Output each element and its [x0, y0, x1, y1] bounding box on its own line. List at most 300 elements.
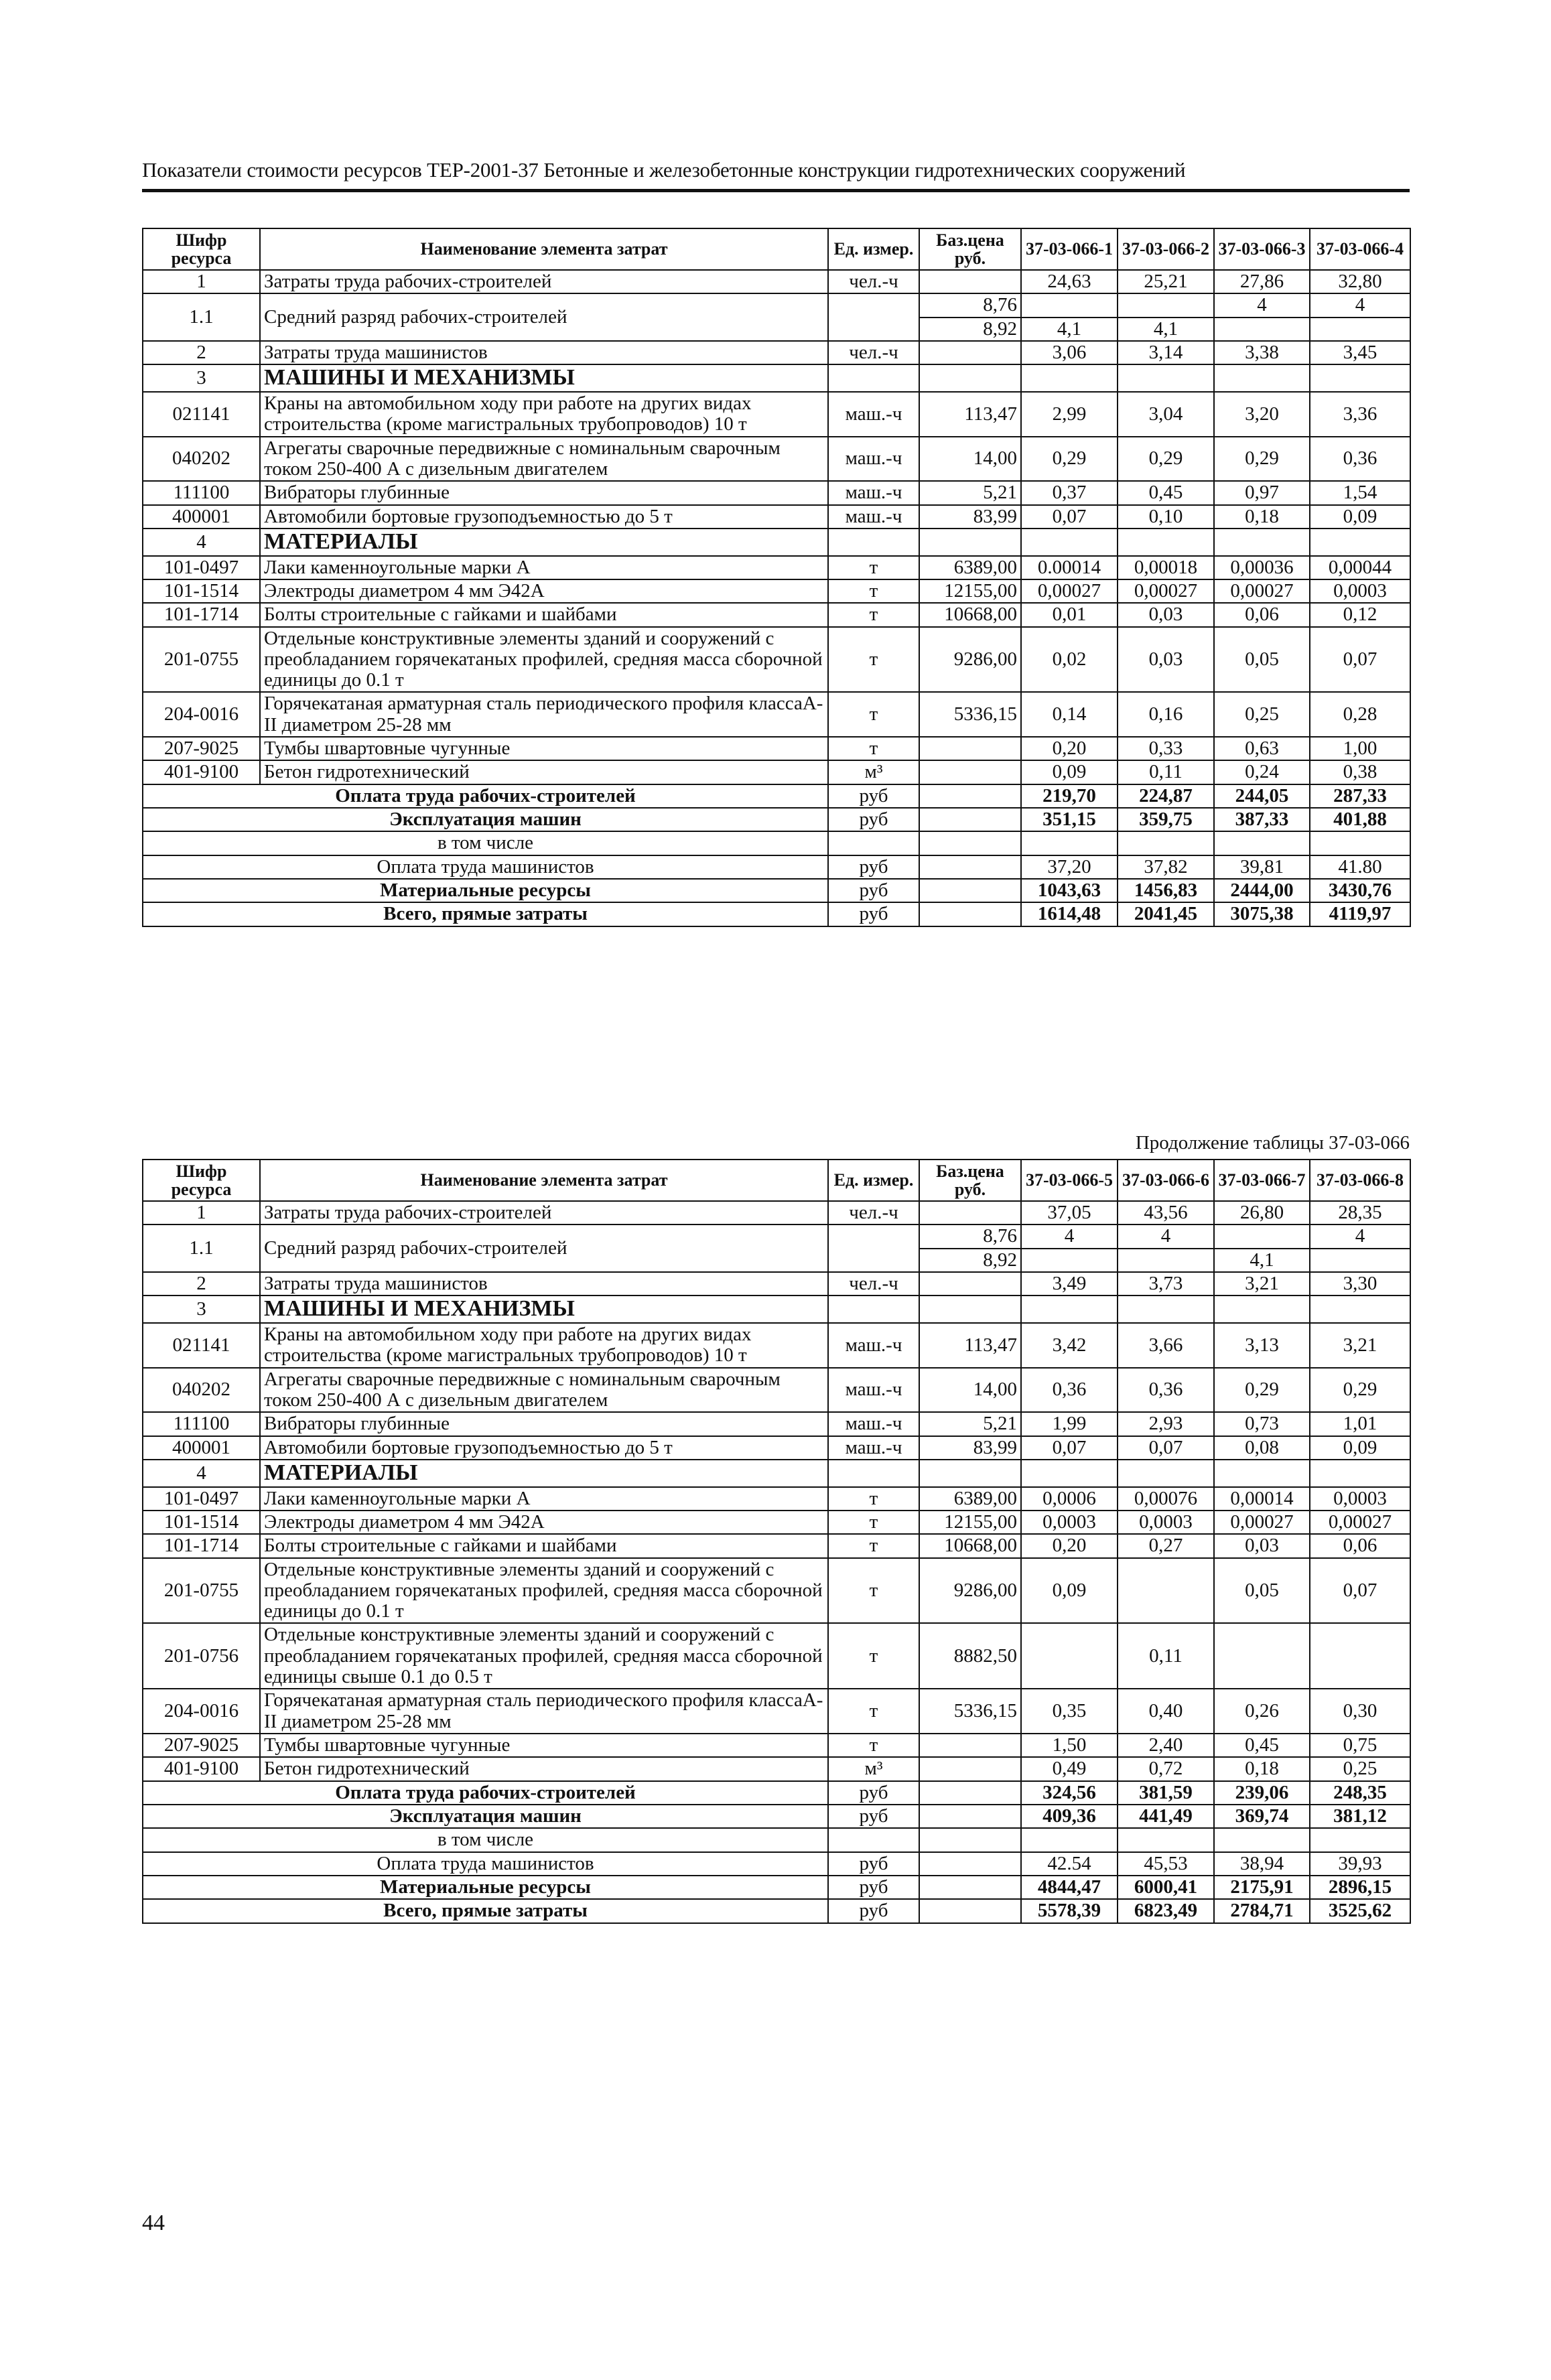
total-row: [143, 902, 1410, 926]
value-cell: 0,24: [1214, 760, 1310, 784]
resource-code: 1: [143, 270, 260, 293]
resource-base-price: 113,47: [919, 392, 1021, 437]
total-value: 4119,97: [1310, 902, 1410, 926]
resource-name: Бетон гидротехнический: [260, 760, 828, 784]
resource-unit: чел.-ч: [828, 341, 919, 364]
value-cell: 26,80: [1214, 1201, 1310, 1224]
value-cell: 24,63: [1021, 270, 1118, 293]
section-number: 3: [143, 1296, 260, 1323]
resource-base-price: 10668,00: [919, 1534, 1021, 1557]
resource-name: Средний разряд рабочих-строителей: [260, 1224, 828, 1272]
value-cell: 32,80: [1310, 270, 1410, 293]
value-cell: 0,29: [1310, 1368, 1410, 1413]
value-cell: 3,21: [1310, 1323, 1410, 1368]
resource-unit: т: [828, 692, 919, 737]
value-cell: 0,29: [1214, 1368, 1310, 1413]
total-label: Всего, прямые затраты: [143, 902, 828, 926]
cost-table-1: [142, 228, 1411, 927]
value-cell: 0,20: [1021, 737, 1118, 760]
resource-base-price: 9286,00: [919, 1558, 1021, 1624]
value-cell: 0,07: [1118, 1436, 1214, 1460]
value-cell: 27,86: [1214, 270, 1310, 293]
resource-base-price: [919, 270, 1021, 293]
machines-section-row: [143, 364, 1410, 392]
resource-name: Автомобили бортовые грузоподъемностью до 5 т: [260, 505, 828, 529]
col-header-code-1: 37-03-066-5: [1021, 1160, 1118, 1201]
total-row: [143, 1876, 1410, 1899]
resource-code: 201-0756: [143, 1623, 260, 1689]
value-cell: 0,28: [1310, 692, 1410, 737]
resource-unit: т: [828, 1487, 919, 1511]
material-row: [143, 737, 1410, 760]
total-value: 369,74: [1214, 1805, 1310, 1828]
col-header-code-2: 37-03-066-6: [1118, 1160, 1214, 1201]
value-cell: 25,21: [1118, 270, 1214, 293]
total-value: 224,87: [1118, 784, 1214, 808]
value-cell: 3,38: [1214, 341, 1310, 364]
resource-name: Вибраторы глубинные: [260, 1412, 828, 1436]
resource-code: 101-1714: [143, 1534, 260, 1557]
section-title: МАТЕРИАЛЫ: [260, 529, 828, 556]
resource-unit: т: [828, 556, 919, 579]
total-unit: руб: [828, 879, 919, 902]
resource-name: Электроды диаметром 4 мм Э42А: [260, 1511, 828, 1534]
empty-cell: [919, 855, 1021, 879]
resource-code: 1: [143, 1201, 260, 1224]
resource-code: 204-0016: [143, 692, 260, 737]
total-row: [143, 1899, 1410, 1922]
col-header-unit: Ед. измер.: [828, 228, 919, 270]
value-cell: 0,08: [1214, 1436, 1310, 1460]
empty-cell: [1214, 1460, 1310, 1487]
section-title: МАТЕРИАЛЫ: [260, 1460, 828, 1487]
value-cell: 0,25: [1310, 1757, 1410, 1780]
resource-name: Отдельные конструктивные элементы зданий и сооружений с преобладанием горячекатаных профилей, средняя масса сборочной единицы до 0.1 т: [260, 1558, 828, 1624]
empty-cell: [919, 1296, 1021, 1323]
resource-code: 1.1: [143, 1224, 260, 1272]
resource-code: 040202: [143, 1368, 260, 1413]
total-unit: руб: [828, 1876, 919, 1899]
resource-code: 401-9100: [143, 760, 260, 784]
empty-cell: [1118, 1460, 1214, 1487]
resource-unit: маш.-ч: [828, 392, 919, 437]
value-cell: 2,99: [1021, 392, 1118, 437]
resource-unit: маш.-ч: [828, 1412, 919, 1436]
resource-code: 400001: [143, 1436, 260, 1460]
resource-unit: маш.-ч: [828, 505, 919, 529]
resource-base-price: 8,76: [919, 1224, 1021, 1248]
resource-code: 207-9025: [143, 1734, 260, 1757]
total-value: 6823,49: [1118, 1899, 1214, 1922]
material-row: [143, 1757, 1410, 1780]
resource-code: 021141: [143, 392, 260, 437]
total-value: 4844,47: [1021, 1876, 1118, 1899]
value-cell: 0,00036: [1214, 556, 1310, 579]
machine-row: [143, 1368, 1410, 1413]
resource-unit: т: [828, 1689, 919, 1734]
value-cell: 3,06: [1021, 341, 1118, 364]
resource-unit: [828, 1224, 919, 1272]
total-unit: руб: [828, 855, 919, 879]
value-cell: 4,1: [1021, 318, 1118, 341]
resource-base-price: [919, 1757, 1021, 1780]
materials-section-row: [143, 529, 1410, 556]
resource-name: Средний разряд рабочих-строителей: [260, 293, 828, 341]
total-row: [143, 1805, 1410, 1828]
total-value: 244,05: [1214, 784, 1310, 808]
value-cell: 0,07: [1021, 1436, 1118, 1460]
resource-base-price: 5,21: [919, 481, 1021, 504]
total-value: 248,35: [1310, 1781, 1410, 1805]
col-header-code-2: 37-03-066-2: [1118, 228, 1214, 270]
resource-code: 021141: [143, 1323, 260, 1368]
value-cell: 43,56: [1118, 1201, 1214, 1224]
total-row: [143, 784, 1410, 808]
header-row: [143, 228, 1410, 270]
resource-name: Отдельные конструктивные элементы зданий и сооружений с преобладанием горячекатаных профилей, средняя масса сборочной единицы свыше 0.1 до 0.5 т: [260, 1623, 828, 1689]
col-header-unit: Ед. измер.: [828, 1160, 919, 1201]
value-cell: 0,03: [1214, 1534, 1310, 1557]
resource-name: Горячекатаная арматурная сталь периодического профиля классаА-II диаметром 25-28 мм: [260, 1689, 828, 1734]
empty-cell: [919, 1852, 1021, 1876]
value-cell: 4: [1118, 1224, 1214, 1248]
resource-base-price: 83,99: [919, 505, 1021, 529]
resource-code: 201-0755: [143, 1558, 260, 1624]
value-cell: 3,20: [1214, 392, 1310, 437]
col-header-code-1: 37-03-066-1: [1021, 228, 1118, 270]
col-header-code-3: 37-03-066-7: [1214, 1160, 1310, 1201]
total-label: Оплата труда машинистов: [143, 1852, 828, 1876]
value-cell: 0,09: [1310, 1436, 1410, 1460]
total-value: 37,82: [1118, 855, 1214, 879]
value-cell: [1214, 1623, 1310, 1689]
material-row: [143, 1734, 1410, 1757]
value-cell: 0,09: [1310, 505, 1410, 529]
empty-cell: [919, 1781, 1021, 1805]
value-cell: 0,03: [1118, 627, 1214, 693]
resource-name: Горячекатаная арматурная сталь периодического профиля классаА-II диаметром 25-28 мм: [260, 692, 828, 737]
value-cell: 0,37: [1021, 481, 1118, 504]
total-unit: руб: [828, 784, 919, 808]
resource-code: 201-0755: [143, 627, 260, 693]
value-cell: 0,03: [1118, 603, 1214, 626]
value-cell: 0,07: [1310, 1558, 1410, 1624]
machine-row: [143, 505, 1410, 529]
resource-base-price: 14,00: [919, 437, 1021, 482]
total-value: [1118, 831, 1214, 855]
resource-unit: маш.-ч: [828, 481, 919, 504]
material-row: [143, 556, 1410, 579]
resource-base-price: [919, 341, 1021, 364]
value-cell: [1214, 318, 1310, 341]
value-cell: 4: [1021, 1224, 1118, 1248]
total-value: [1214, 831, 1310, 855]
resource-base-price: 10668,00: [919, 603, 1021, 626]
value-cell: [1310, 1623, 1410, 1689]
resource-code: 204-0016: [143, 1689, 260, 1734]
total-value: 409,36: [1021, 1805, 1118, 1828]
total-unit: руб: [828, 808, 919, 831]
resource-name: Агрегаты сварочные передвижные с номинальным сварочным током 250-400 А с дизельным двигателем: [260, 1368, 828, 1413]
value-cell: [1021, 293, 1118, 317]
value-cell: 0,0003: [1118, 1511, 1214, 1534]
value-cell: 0,49: [1021, 1757, 1118, 1780]
total-value: [1118, 1828, 1214, 1851]
total-value: 287,33: [1310, 784, 1410, 808]
total-value: 2041,45: [1118, 902, 1214, 926]
total-label: в том числе: [143, 831, 828, 855]
total-row: [143, 1852, 1410, 1876]
resource-base-price: 5336,15: [919, 1689, 1021, 1734]
total-value: 5578,39: [1021, 1899, 1118, 1922]
section-title: МАШИНЫ И МЕХАНИЗМЫ: [260, 364, 828, 392]
total-unit: руб: [828, 1852, 919, 1876]
col-header-name: Наименование элемента затрат: [260, 228, 828, 270]
empty-cell: [1118, 529, 1214, 556]
value-cell: 0,29: [1214, 437, 1310, 482]
cost-table-2: [142, 1159, 1411, 1924]
value-cell: 1,01: [1310, 1412, 1410, 1436]
resource-name: Затраты труда рабочих-строителей: [260, 1201, 828, 1224]
value-cell: 3,66: [1118, 1323, 1214, 1368]
value-cell: 0,16: [1118, 692, 1214, 737]
value-cell: 1,00: [1310, 737, 1410, 760]
resource-name: Болты строительные с гайками и шайбами: [260, 603, 828, 626]
empty-cell: [1021, 1296, 1118, 1323]
value-cell: 0,0003: [1310, 579, 1410, 603]
machine-row: [143, 1323, 1410, 1368]
total-value: 351,15: [1021, 808, 1118, 831]
resource-base-price: 5,21: [919, 1412, 1021, 1436]
total-value: 3525,62: [1310, 1899, 1410, 1922]
value-cell: [1214, 1224, 1310, 1248]
resource-code: 111100: [143, 481, 260, 504]
empty-cell: [1214, 1296, 1310, 1323]
resource-base-price: 113,47: [919, 1323, 1021, 1368]
resource-name: Электроды диаметром 4 мм Э42А: [260, 579, 828, 603]
resource-base-price: [919, 1272, 1021, 1296]
total-value: [1310, 831, 1410, 855]
resource-code: 400001: [143, 505, 260, 529]
total-value: 324,56: [1021, 1781, 1118, 1805]
value-cell: 0,40: [1118, 1689, 1214, 1734]
resource-unit: т: [828, 737, 919, 760]
total-value: [1214, 1828, 1310, 1851]
resource-unit: маш.-ч: [828, 1368, 919, 1413]
value-cell: 0,36: [1310, 437, 1410, 482]
resource-base-price: [919, 737, 1021, 760]
resource-unit: маш.-ч: [828, 1436, 919, 1460]
col-header-name: Наименование элемента затрат: [260, 1160, 828, 1201]
value-cell: 0,11: [1118, 760, 1214, 784]
total-value: 2896,15: [1310, 1876, 1410, 1899]
empty-cell: [919, 1899, 1021, 1922]
resource-name: Автомобили бортовые грузоподъемностью до 5 т: [260, 1436, 828, 1460]
value-cell: 2,93: [1118, 1412, 1214, 1436]
value-cell: 0,00027: [1214, 1511, 1310, 1534]
resource-base-price: 8,76: [919, 293, 1021, 317]
labor-row: [143, 270, 1410, 293]
total-label: Оплата труда машинистов: [143, 855, 828, 879]
value-cell: [1118, 1249, 1214, 1272]
resource-unit: маш.-ч: [828, 1323, 919, 1368]
value-cell: 37,05: [1021, 1201, 1118, 1224]
value-cell: 0,14: [1021, 692, 1118, 737]
empty-cell: [828, 1460, 919, 1487]
value-cell: 0,06: [1310, 1534, 1410, 1557]
resource-unit: т: [828, 1623, 919, 1689]
resource-base-price: 9286,00: [919, 627, 1021, 693]
value-cell: 2,40: [1118, 1734, 1214, 1757]
value-cell: 0,26: [1214, 1689, 1310, 1734]
value-cell: 0,0006: [1021, 1487, 1118, 1511]
value-cell: 0,05: [1214, 627, 1310, 693]
value-cell: 0,10: [1118, 505, 1214, 529]
empty-cell: [1214, 529, 1310, 556]
empty-cell: [1310, 364, 1410, 392]
material-row: [143, 627, 1410, 693]
value-cell: 0,18: [1214, 505, 1310, 529]
machine-row: [143, 1436, 1410, 1460]
total-value: 381,59: [1118, 1781, 1214, 1805]
empty-cell: [1021, 1460, 1118, 1487]
total-label: Оплата труда рабочих-строителей: [143, 1781, 828, 1805]
machine-row: [143, 1412, 1410, 1436]
material-row: [143, 1487, 1410, 1511]
total-value: 2444,00: [1214, 879, 1310, 902]
value-cell: 1,99: [1021, 1412, 1118, 1436]
section-number: 4: [143, 529, 260, 556]
material-row: [143, 1534, 1410, 1557]
material-row: [143, 692, 1410, 737]
empty-cell: [828, 364, 919, 392]
value-cell: 0,75: [1310, 1734, 1410, 1757]
value-cell: 0,00076: [1118, 1487, 1214, 1511]
value-cell: [1021, 1623, 1118, 1689]
total-value: [1021, 831, 1118, 855]
resource-unit: чел.-ч: [828, 1272, 919, 1296]
total-value: 387,33: [1214, 808, 1310, 831]
empty-cell: [1214, 364, 1310, 392]
grade-row: [143, 1224, 1410, 1248]
labor-row: [143, 1201, 1410, 1224]
resource-code: 040202: [143, 437, 260, 482]
total-value: 6000,41: [1118, 1876, 1214, 1899]
resource-name: Тумбы швартовные чугунные: [260, 737, 828, 760]
value-cell: 3,04: [1118, 392, 1214, 437]
machinist-labor-row: [143, 341, 1410, 364]
total-label: в том числе: [143, 1828, 828, 1851]
section-number: 3: [143, 364, 260, 392]
value-cell: 0,11: [1118, 1623, 1214, 1689]
resource-base-price: [919, 1201, 1021, 1224]
resource-unit: маш.-ч: [828, 437, 919, 482]
empty-cell: [1021, 364, 1118, 392]
value-cell: 0,06: [1214, 603, 1310, 626]
total-value: 359,75: [1118, 808, 1214, 831]
resource-code: 111100: [143, 1412, 260, 1436]
total-row: [143, 879, 1410, 902]
empty-cell: [1021, 529, 1118, 556]
value-cell: 3,42: [1021, 1323, 1118, 1368]
resource-unit: т: [828, 627, 919, 693]
value-cell: 0,45: [1214, 1734, 1310, 1757]
value-cell: 0,01: [1021, 603, 1118, 626]
total-value: 1043,63: [1021, 879, 1118, 902]
value-cell: 0,00027: [1118, 579, 1214, 603]
machine-row: [143, 437, 1410, 482]
resource-name: Агрегаты сварочные передвижные с номинальным сварочным током 250-400 А с дизельным двигателем: [260, 437, 828, 482]
total-value: 219,70: [1021, 784, 1118, 808]
total-value: 401,88: [1310, 808, 1410, 831]
total-value: 41.80: [1310, 855, 1410, 879]
value-cell: 3,36: [1310, 392, 1410, 437]
resource-base-price: 5336,15: [919, 692, 1021, 737]
total-value: 42.54: [1021, 1852, 1118, 1876]
value-cell: 28,35: [1310, 1201, 1410, 1224]
value-cell: 0,72: [1118, 1757, 1214, 1780]
empty-cell: [828, 1296, 919, 1323]
value-cell: 0,05: [1214, 1558, 1310, 1624]
total-value: 1614,48: [1021, 902, 1118, 926]
resource-name: Лаки каменноугольные марки А: [260, 556, 828, 579]
value-cell: 0,00018: [1118, 556, 1214, 579]
resource-base-price: 8,92: [919, 1249, 1021, 1272]
page-header: Показатели стоимости ресурсов ТЕР-2001-37 Бетонные и железобетонные конструкции гидротехнических сооружений: [142, 158, 1410, 192]
value-cell: 0,00044: [1310, 556, 1410, 579]
section-number: 4: [143, 1460, 260, 1487]
resource-unit: чел.-ч: [828, 1201, 919, 1224]
resource-base-price: 6389,00: [919, 1487, 1021, 1511]
total-label: Материальные ресурсы: [143, 1876, 828, 1899]
col-header-code-3: 37-03-066-3: [1214, 228, 1310, 270]
total-row: [143, 855, 1410, 879]
section-title: МАШИНЫ И МЕХАНИЗМЫ: [260, 1296, 828, 1323]
resource-base-price: 83,99: [919, 1436, 1021, 1460]
total-value: 3075,38: [1214, 902, 1310, 926]
resource-base-price: [919, 1734, 1021, 1757]
value-cell: [1118, 293, 1214, 317]
value-cell: 0,38: [1310, 760, 1410, 784]
value-cell: 3,21: [1214, 1272, 1310, 1296]
resource-name: Болты строительные с гайками и шайбами: [260, 1534, 828, 1557]
total-value: 39,93: [1310, 1852, 1410, 1876]
material-row: [143, 1558, 1410, 1624]
resource-base-price: 14,00: [919, 1368, 1021, 1413]
material-row: [143, 603, 1410, 626]
value-cell: 4,1: [1118, 318, 1214, 341]
resource-code: 101-0497: [143, 1487, 260, 1511]
resource-name: Затраты труда машинистов: [260, 341, 828, 364]
resource-code: 2: [143, 1272, 260, 1296]
empty-cell: [919, 1828, 1021, 1851]
value-cell: 1,54: [1310, 481, 1410, 504]
total-label: Материальные ресурсы: [143, 879, 828, 902]
total-unit: руб: [828, 1805, 919, 1828]
total-value: 3430,76: [1310, 879, 1410, 902]
resource-name: Вибраторы глубинные: [260, 481, 828, 504]
value-cell: 0,30: [1310, 1689, 1410, 1734]
resource-base-price: 12155,00: [919, 1511, 1021, 1534]
machine-row: [143, 481, 1410, 504]
material-row: [143, 1623, 1410, 1689]
resource-unit: т: [828, 1534, 919, 1557]
resource-unit: т: [828, 579, 919, 603]
value-cell: 0,00014: [1214, 1487, 1310, 1511]
value-cell: [1310, 318, 1410, 341]
value-cell: 4,1: [1214, 1249, 1310, 1272]
resource-unit: [828, 293, 919, 341]
